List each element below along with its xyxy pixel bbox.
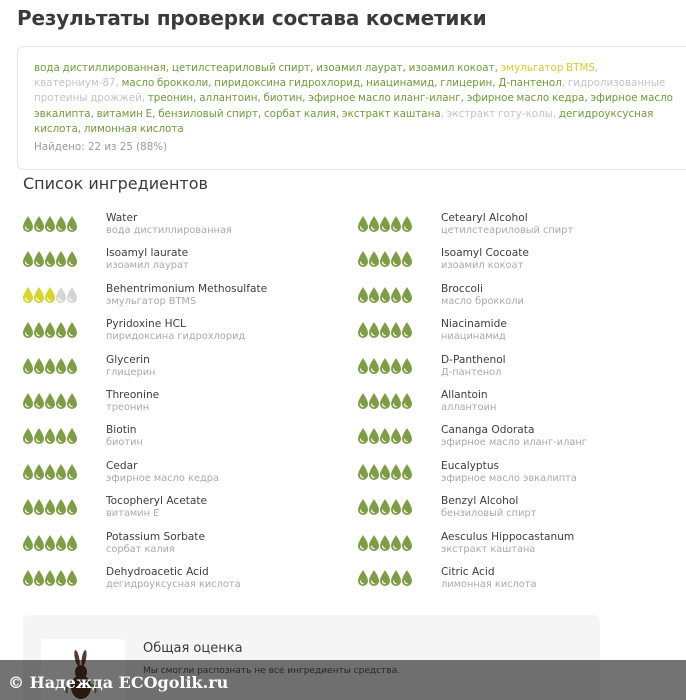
drop-icon (66, 463, 78, 481)
drop-icon (401, 534, 413, 552)
composition-part: , (152, 107, 159, 120)
summary-title: Общая оценка (143, 641, 243, 656)
composition-part: эфирное масло эвкалипта (34, 92, 673, 120)
drop-icon (401, 427, 413, 445)
composition-part: , гидролизованные протеины дрожжей, (34, 77, 666, 105)
composition-part: сорбат калия (264, 107, 336, 120)
ingredient-name-en: Cananga Odorata (441, 424, 535, 437)
ingredient-row[interactable] (357, 281, 677, 313)
ingredient-name-en: Isoamyl Cocoate (441, 247, 529, 260)
ingredient-row[interactable] (357, 387, 677, 419)
composition-part: экстракт каштана (341, 107, 441, 120)
found-count: Найдено: 22 из 25 (88%) (34, 141, 168, 153)
ingredients-heading: Список ингредиентов (23, 174, 208, 193)
ingredient-row[interactable] (22, 352, 342, 384)
drop-icon (401, 250, 413, 268)
ingredient-row[interactable] (357, 529, 677, 561)
drop-icon (66, 286, 78, 304)
drop-icon (401, 357, 413, 375)
composition-part: масло брокколи (121, 77, 209, 90)
ingredient-name-en: Pyridoxine HCL (106, 318, 186, 331)
ingredient-name-en: Behentrimonium Methosulfate (106, 282, 268, 295)
ingredient-row[interactable] (357, 210, 677, 242)
drop-icon (401, 569, 413, 587)
rating-drops (22, 392, 82, 412)
rating-drops (357, 357, 417, 377)
ingredient-row[interactable] (22, 564, 342, 596)
composition-part: , (494, 62, 501, 74)
ingredient-name-en: Cedar (106, 459, 138, 472)
ingredient-name-ru: глицерин (106, 366, 156, 378)
ingredient-name-ru: изоамил кокоат (441, 260, 524, 272)
composition-part: , (302, 92, 309, 105)
ingredient-name-en: Tocopheryl Acetate (106, 495, 208, 508)
composition-part: , (257, 92, 264, 105)
composition-part: эфирное масло иланг-иланг (308, 92, 461, 105)
page-title: Результаты проверки состава косметики (17, 6, 487, 30)
rating-drops (22, 427, 82, 447)
composition-part: бензиловый спирт (158, 107, 258, 120)
rating-drops (357, 427, 417, 447)
composition-part: , (90, 107, 97, 120)
composition-part: ниацинамид (366, 77, 435, 90)
drop-icon (66, 569, 78, 587)
composition-part: , (360, 77, 367, 90)
ingredient-row[interactable] (357, 564, 677, 596)
ingredient-name-en: D-Panthenol (441, 353, 506, 366)
composition-part: пиридоксина гидрохлорид (214, 77, 361, 90)
ingredient-row[interactable] (22, 210, 342, 242)
rating-drops (22, 321, 82, 341)
composition-part: , экстракт готу-колы, (440, 107, 559, 120)
drop-icon (401, 498, 413, 516)
ingredient-name-ru: сорбат калия (106, 543, 175, 555)
rating-drops (22, 215, 82, 235)
composition-part: биотин (263, 92, 303, 105)
composition-part: , (434, 77, 441, 90)
composition-part: , (584, 92, 591, 105)
ingredient-name-ru: эфирное масло иланг-иланг (441, 437, 587, 449)
ingredient-name-en: Broccoli (441, 282, 483, 295)
ingredient-name-en: Aesculus Hippocastanum (441, 530, 575, 543)
rating-drops (357, 215, 417, 235)
rating-drops (22, 498, 82, 518)
ingredient-name-ru: эфирное масло кедра (106, 472, 219, 484)
drop-icon (401, 215, 413, 233)
composition-part: изоамил кокоат (408, 62, 495, 74)
ingredient-name-en: Dehydroacetic Acid (106, 566, 209, 578)
ingredient-row[interactable] (357, 245, 677, 277)
drop-icon (66, 357, 78, 375)
ingredient-name-en: Threonine (106, 389, 160, 401)
drop-icon (66, 427, 78, 445)
composition-part: , (165, 62, 172, 74)
rating-drops (357, 534, 417, 554)
rating-drops (22, 250, 82, 270)
composition-part: эмульгатор BTMS (500, 62, 595, 74)
ingredient-row[interactable] (22, 387, 342, 419)
composition-box (17, 46, 686, 170)
ingredient-name-ru: эмульгатор BTMS (106, 295, 197, 307)
ingredient-name-ru: вода дистиллированная (106, 225, 232, 236)
ingredient-name-ru: биотин (106, 437, 143, 449)
composition-part: , (310, 62, 317, 74)
composition-part: аллантоин (199, 92, 258, 105)
ingredient-name-en: Allantoin (441, 389, 488, 401)
ingredient-name-ru: эфирное масло эвкалипта (441, 472, 577, 484)
composition-part: , (193, 92, 200, 105)
composition-part: , (77, 122, 84, 135)
composition-part: глицерин (440, 77, 493, 90)
ingredient-name-en: Niacinamide (441, 318, 507, 331)
composition-part: , (257, 107, 264, 120)
rating-drops (357, 321, 417, 341)
ingredient-name-ru: цетилстеариловый спирт (441, 225, 574, 236)
ingredient-name-ru: ниацинамид (441, 331, 506, 343)
drop-icon (401, 463, 413, 481)
rating-drops (22, 463, 82, 483)
composition-part: Д-пантенол (498, 77, 562, 90)
ingredient-row[interactable] (22, 316, 342, 348)
ingredient-name-en: Citric Acid (441, 566, 495, 578)
ingredient-row[interactable] (22, 245, 342, 277)
ingredient-name-ru: треонин (106, 402, 150, 413)
composition-part: , (460, 92, 467, 105)
drop-icon (401, 392, 413, 410)
ingredient-name-en: Isoamyl laurate (106, 247, 189, 260)
ingredient-name-en: Eucalyptus (441, 459, 500, 472)
ingredient-name-en: Cetearyl Alcohol (441, 212, 528, 224)
ingredient-name-en: Potassium Sorbate (106, 530, 205, 543)
composition-part: изоамил лаурат (316, 62, 403, 74)
rating-drops (357, 392, 417, 412)
drop-icon (66, 215, 78, 233)
ingredient-row[interactable] (357, 493, 677, 525)
composition-part: , (402, 62, 409, 74)
drop-icon (66, 250, 78, 268)
ingredient-row[interactable] (357, 422, 677, 454)
ingredient-name-ru: лимонная кислота (441, 579, 537, 590)
ingredient-row[interactable] (22, 281, 342, 313)
ingredient-name-ru: бензиловый спирт (441, 508, 537, 520)
ingredient-name-ru: Д-пантенол (441, 366, 502, 378)
drop-icon (66, 534, 78, 552)
ingredient-name-en: Glycerin (106, 353, 150, 366)
composition-part: , (492, 77, 499, 90)
ingredient-name-en: Biotin (106, 424, 137, 437)
ingredient-row[interactable] (357, 316, 677, 348)
drop-icon (401, 321, 413, 339)
ingredient-name-ru: масло брокколи (441, 295, 524, 307)
ingredient-name-ru: экстракт каштана (441, 543, 536, 555)
ingredient-row[interactable] (22, 422, 342, 454)
rating-drops (357, 498, 417, 518)
composition-part: вода дистиллированная (34, 62, 166, 74)
rating-drops (357, 286, 417, 306)
ingredient-name-ru: дегидроуксусная кислота (106, 579, 241, 590)
drop-icon (401, 286, 413, 304)
composition-part: , (335, 107, 342, 120)
ingredient-name-ru: пиридоксина гидрохлорид (106, 331, 246, 343)
ingredient-row[interactable] (357, 352, 677, 384)
rating-drops (357, 250, 417, 270)
drop-icon (66, 392, 78, 410)
ingredient-row[interactable] (22, 529, 342, 561)
rating-drops (357, 569, 417, 589)
rating-drops (22, 569, 82, 589)
ingredient-row[interactable] (22, 458, 342, 490)
ingredient-name-ru: аллантоин (441, 402, 497, 413)
watermark: © Надежда ECOgolik.ru (8, 673, 229, 692)
composition-part: треонин (147, 92, 194, 105)
composition-part: эфирное масло кедра (466, 92, 585, 105)
composition-part: дегидроуксусная кислота (34, 107, 654, 135)
composition-part: , кватерниум-87, (34, 62, 599, 90)
composition-part: , (208, 77, 215, 90)
composition-part: витамин E (96, 107, 153, 120)
drop-icon (66, 321, 78, 339)
composition-part: цетилстеариловый спирт (171, 62, 311, 74)
composition-text (34, 61, 676, 137)
ingredient-name-ru: изоамил лаурат (106, 260, 189, 272)
ingredient-name-en: Water (106, 212, 138, 224)
ingredient-row[interactable] (22, 493, 342, 525)
rating-drops (357, 463, 417, 483)
rating-drops (22, 357, 82, 377)
ingredient-name-ru: витамин E (106, 508, 160, 520)
drop-icon (66, 498, 78, 516)
rating-drops (22, 534, 82, 554)
rating-drops (22, 286, 82, 306)
ingredient-row[interactable] (357, 458, 677, 490)
ingredient-name-en: Benzyl Alcohol (441, 495, 519, 508)
composition-part: лимонная кислота (83, 122, 184, 135)
